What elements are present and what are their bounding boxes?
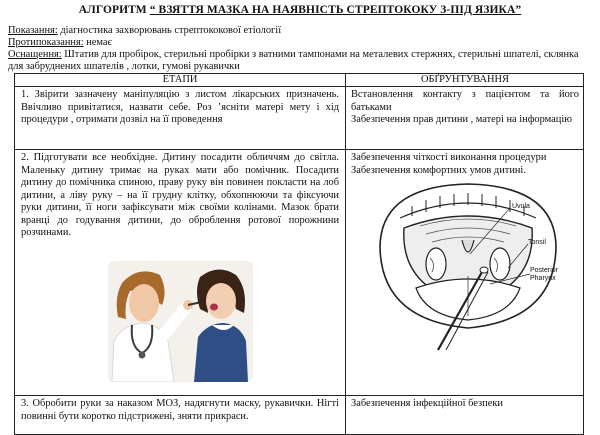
row-divider-1: [15, 149, 583, 150]
equipment-line: [8, 49, 596, 73]
equipment-label: Оснащення:: [8, 49, 62, 60]
column-header-stages: ЕТАПИ: [162, 74, 198, 85]
label-pharynx: Pharynx: [530, 275, 556, 282]
indications-label: Показання:: [8, 25, 58, 36]
column-divider: [345, 74, 346, 434]
rationale-cell-1: Встановлення контакту з пацієнтом та його батьками Забезпечення прав дитини , матері на інформацію: [351, 89, 579, 125]
rationale-cell-2: Забезпечення чіткості виконання процедури Забезпечення комфортних умов дитині.: [351, 152, 547, 176]
title-prefix: АЛГОРИТМ: [78, 4, 150, 16]
algorithm-table: [14, 73, 584, 435]
contraindications-line: [8, 37, 596, 49]
title-quoted: “ ВЗЯТТЯ МАЗКА НА НАЯВНІСТЬ СТРЕПТОКОКУ З-ПІД ЯЗИКА”: [149, 4, 522, 16]
column-header-rationale: ОБҐРУНТУВАННЯ: [421, 74, 509, 85]
label-uvula: Uvula: [512, 203, 530, 210]
label-posterior: Posterior: [530, 267, 559, 274]
label-tonsil: Tonsil: [528, 239, 546, 246]
contraindications-label: Протипоказання:: [8, 37, 84, 48]
stage-cell-1: 1. Звірити зазначену маніпуляцію з листом лікарських призначень. Ввічливо привітатися, назвати себе. Роз ’ясніти матері мету і хід процедури , отримати дозвіл на її проведення: [21, 89, 339, 125]
page-title: [0, 4, 600, 16]
throat-diagram: [360, 178, 575, 353]
doctor-child-photo: [108, 261, 253, 382]
header-divider: [15, 86, 583, 87]
contraindications-value: немає: [83, 37, 112, 48]
stage-cell-3: 3. Обробити руки за наказом МОЗ, надягнути маску, рукавички. Нігті повинні бути коротко підстрижені, зняти прикраси.: [21, 398, 339, 422]
indications-value: діагностика захворювань стрептококової етіології: [57, 25, 282, 36]
equipment-value: Штатив для пробірок, стерильні пробірки з ватними тампонами на металевих стержнях, стерильні шпателі, склянка для забруднених шпателів , лотки, гумові рукавички: [8, 49, 579, 72]
rationale-cell-3: Забезпечення інфекційної безпеки: [351, 398, 503, 409]
indications-line: [8, 25, 596, 37]
doctor-child-illustration: [108, 261, 253, 382]
row-divider-2: [15, 395, 583, 396]
throat-illustration: [360, 178, 575, 353]
stage-cell-2: 2. Підготувати все необхідне. Дитину посадити обличчям до світла. Маленьку дитину тримає на руках мати або помічник. Посадити дитину до помічника спиною, праву руку він повинен покласти на лоб дитини, а ліву руку – на її грудну клітку, обхопнюючи та фіксуючи руки дитини, її ноги зафіксувати між своїми колінами. Мазок брати вранці до годування дитини, до оброблення ротової порожнини розчинами.: [21, 152, 339, 238]
